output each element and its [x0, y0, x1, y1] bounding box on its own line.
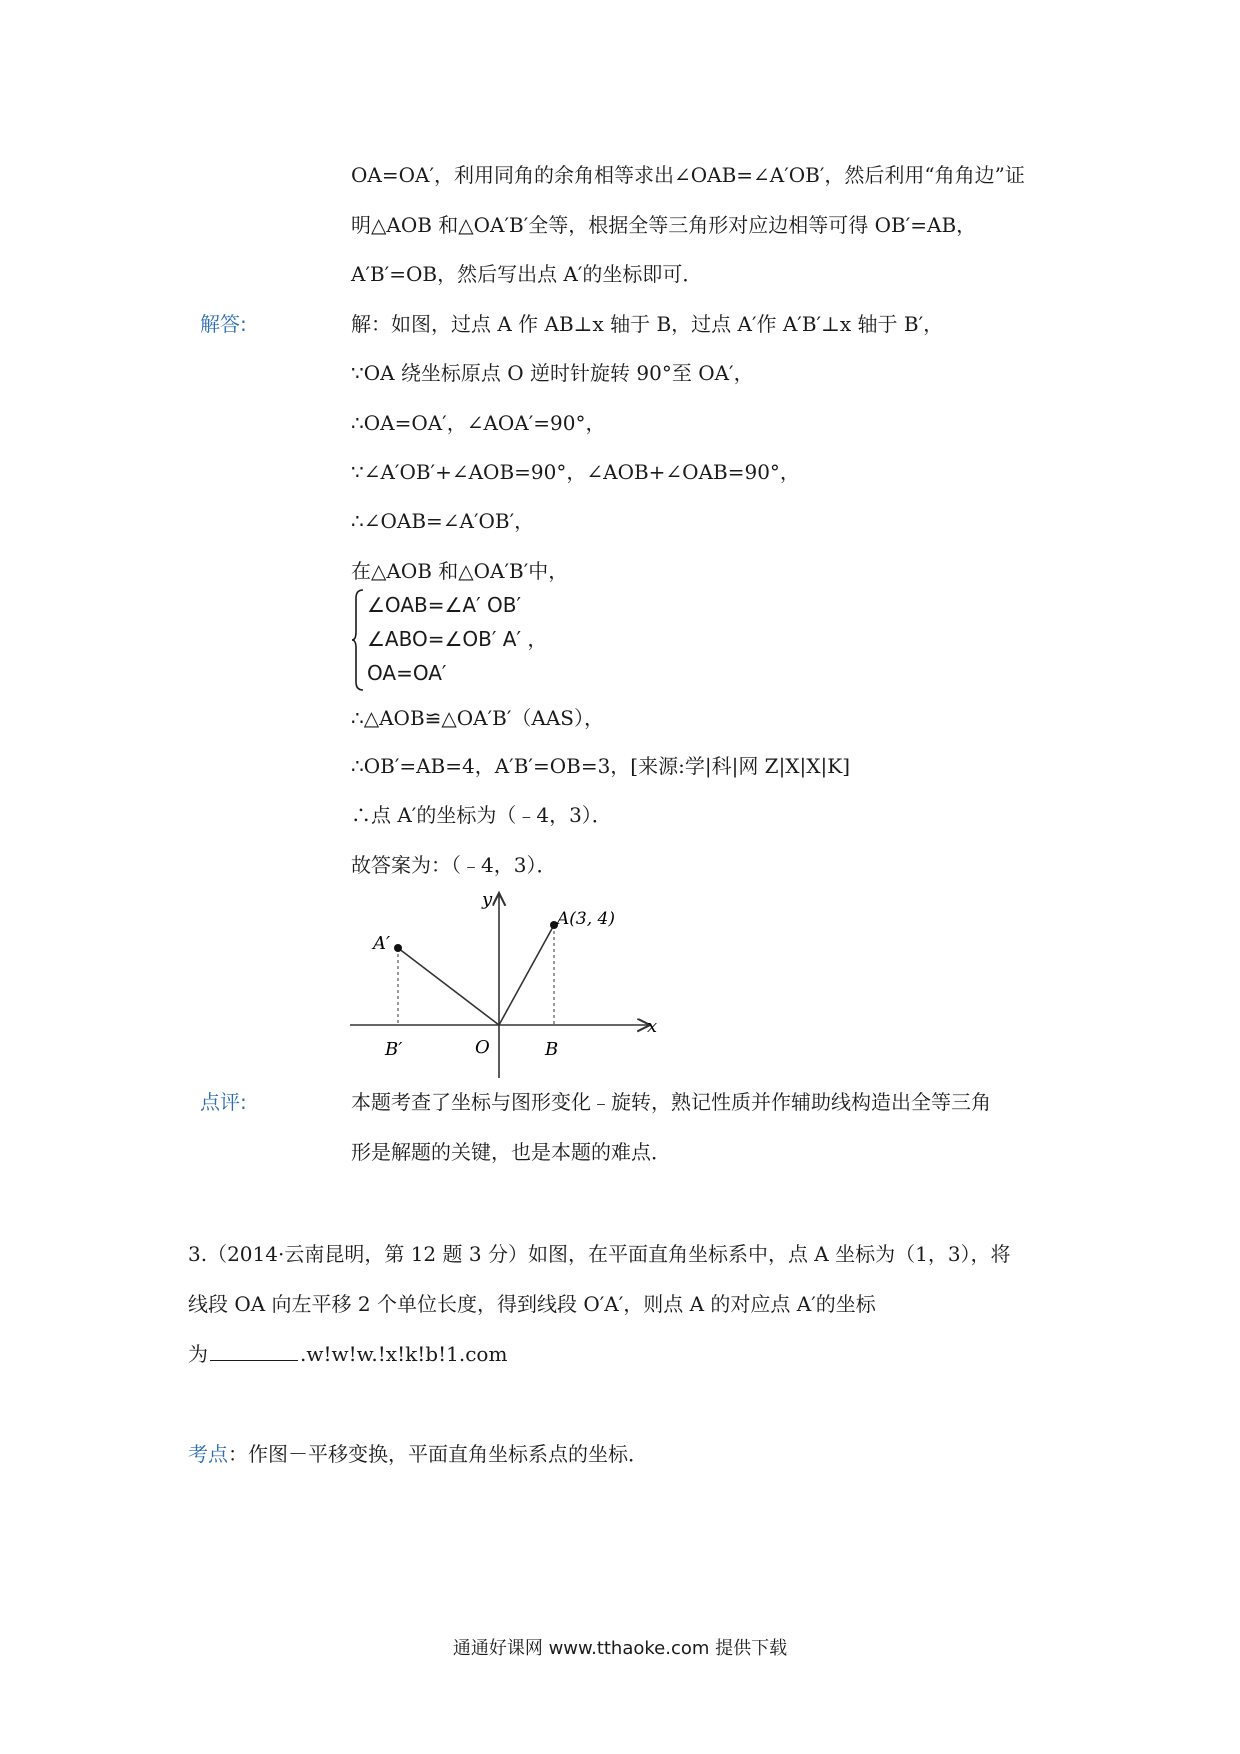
label-a-prime: A′	[373, 933, 391, 954]
kaodian-label: 考点	[188, 1442, 228, 1466]
question-line: 线段 OA 向左平移 2 个单位长度，得到线段 O′A′，则点 A 的对应点 A′的坐标	[188, 1292, 876, 1316]
solution-label: 解答:	[200, 312, 247, 336]
comment-line: 形是解题的关键，也是本题的难点．	[351, 1140, 671, 1164]
solution-line: 故答案为：（﹣4，3）．	[351, 853, 557, 877]
analysis-line: OA=OA′，利用同角的余角相等求出∠OAB=∠A′OB′，然后利用“角角边”证	[351, 163, 1025, 187]
question-prefix: 为	[188, 1342, 208, 1366]
kaodian-text: ：作图－平移变换，平面直角坐标系点的坐标．	[228, 1442, 648, 1466]
solution-line: ∵∠A′OB′+∠AOB=90°，∠AOB+∠OAB=90°，	[351, 460, 800, 484]
solution-line: 解：如图，过点 A 作 AB⊥x 轴于 B，过点 A′作 A′B′⊥x 轴于 B′，	[351, 312, 944, 336]
analysis-line: A′B′=OB，然后写出点 A′的坐标即可．	[351, 262, 703, 286]
solution-line: ∴∠OAB=∠A′OB′，	[351, 509, 535, 533]
solution-line: ∴点 A′的坐标为（﹣4，3）．	[351, 803, 612, 827]
comment-label: 点评:	[200, 1090, 247, 1114]
comment-line: 本题考查了坐标与图形变化﹣旋转，熟记性质并作辅助线构造出全等三角	[351, 1090, 991, 1114]
solution-line: ∴△AOB≌△OA′B′（AAS），	[351, 706, 604, 730]
label-y: y	[482, 889, 493, 910]
answer-blank[interactable]	[210, 1342, 298, 1361]
solution-line: 在△AOB 和△OA′B′中，	[351, 559, 569, 583]
coordinate-figure	[345, 885, 665, 1080]
label-b-prime: B′	[385, 1039, 403, 1060]
solution-line: ∴OA=OA′，∠AOA′=90°，	[351, 411, 606, 435]
kaodian-line	[188, 1440, 648, 1468]
solution-line: ∵OA 绕坐标原点 O 逆时针旋转 90°至 OA′，	[351, 361, 754, 385]
system-line: ∠ABO=∠OB′ A′ ，	[367, 627, 548, 651]
system-line: ∠OAB=∠A′ OB′	[367, 593, 521, 617]
left-brace-icon	[351, 588, 367, 692]
system-line: OA=OA′	[367, 661, 447, 685]
analysis-line: 明△AOB 和△OA′B′全等，根据全等三角形对应边相等可得 OB′=AB，	[351, 213, 977, 237]
question-line: 3.（2014·云南昆明，第 12 题 3 分）如图，在平面直角坐标系中，点 A 坐标为（1，3），将	[188, 1242, 1011, 1266]
question-line	[188, 1340, 507, 1368]
label-x: x	[647, 1016, 658, 1037]
equation-system	[351, 588, 611, 692]
solution-line: ∴OB′=AB=4，A′B′=OB=3，[来源:学|科|网 Z|X|X|K]	[351, 754, 851, 778]
point-a-prime	[394, 944, 402, 952]
page-footer: 通通好课网 www.tthaoke.com 提供下载	[452, 1638, 788, 1659]
segment-oa-prime	[398, 948, 499, 1025]
label-b: B	[545, 1039, 559, 1060]
question-suffix: .w!w!w.!x!k!b!1.com	[300, 1342, 508, 1366]
label-o: O	[475, 1037, 490, 1058]
label-a: A(3, 4)	[557, 909, 615, 929]
segment-oa	[499, 925, 554, 1025]
